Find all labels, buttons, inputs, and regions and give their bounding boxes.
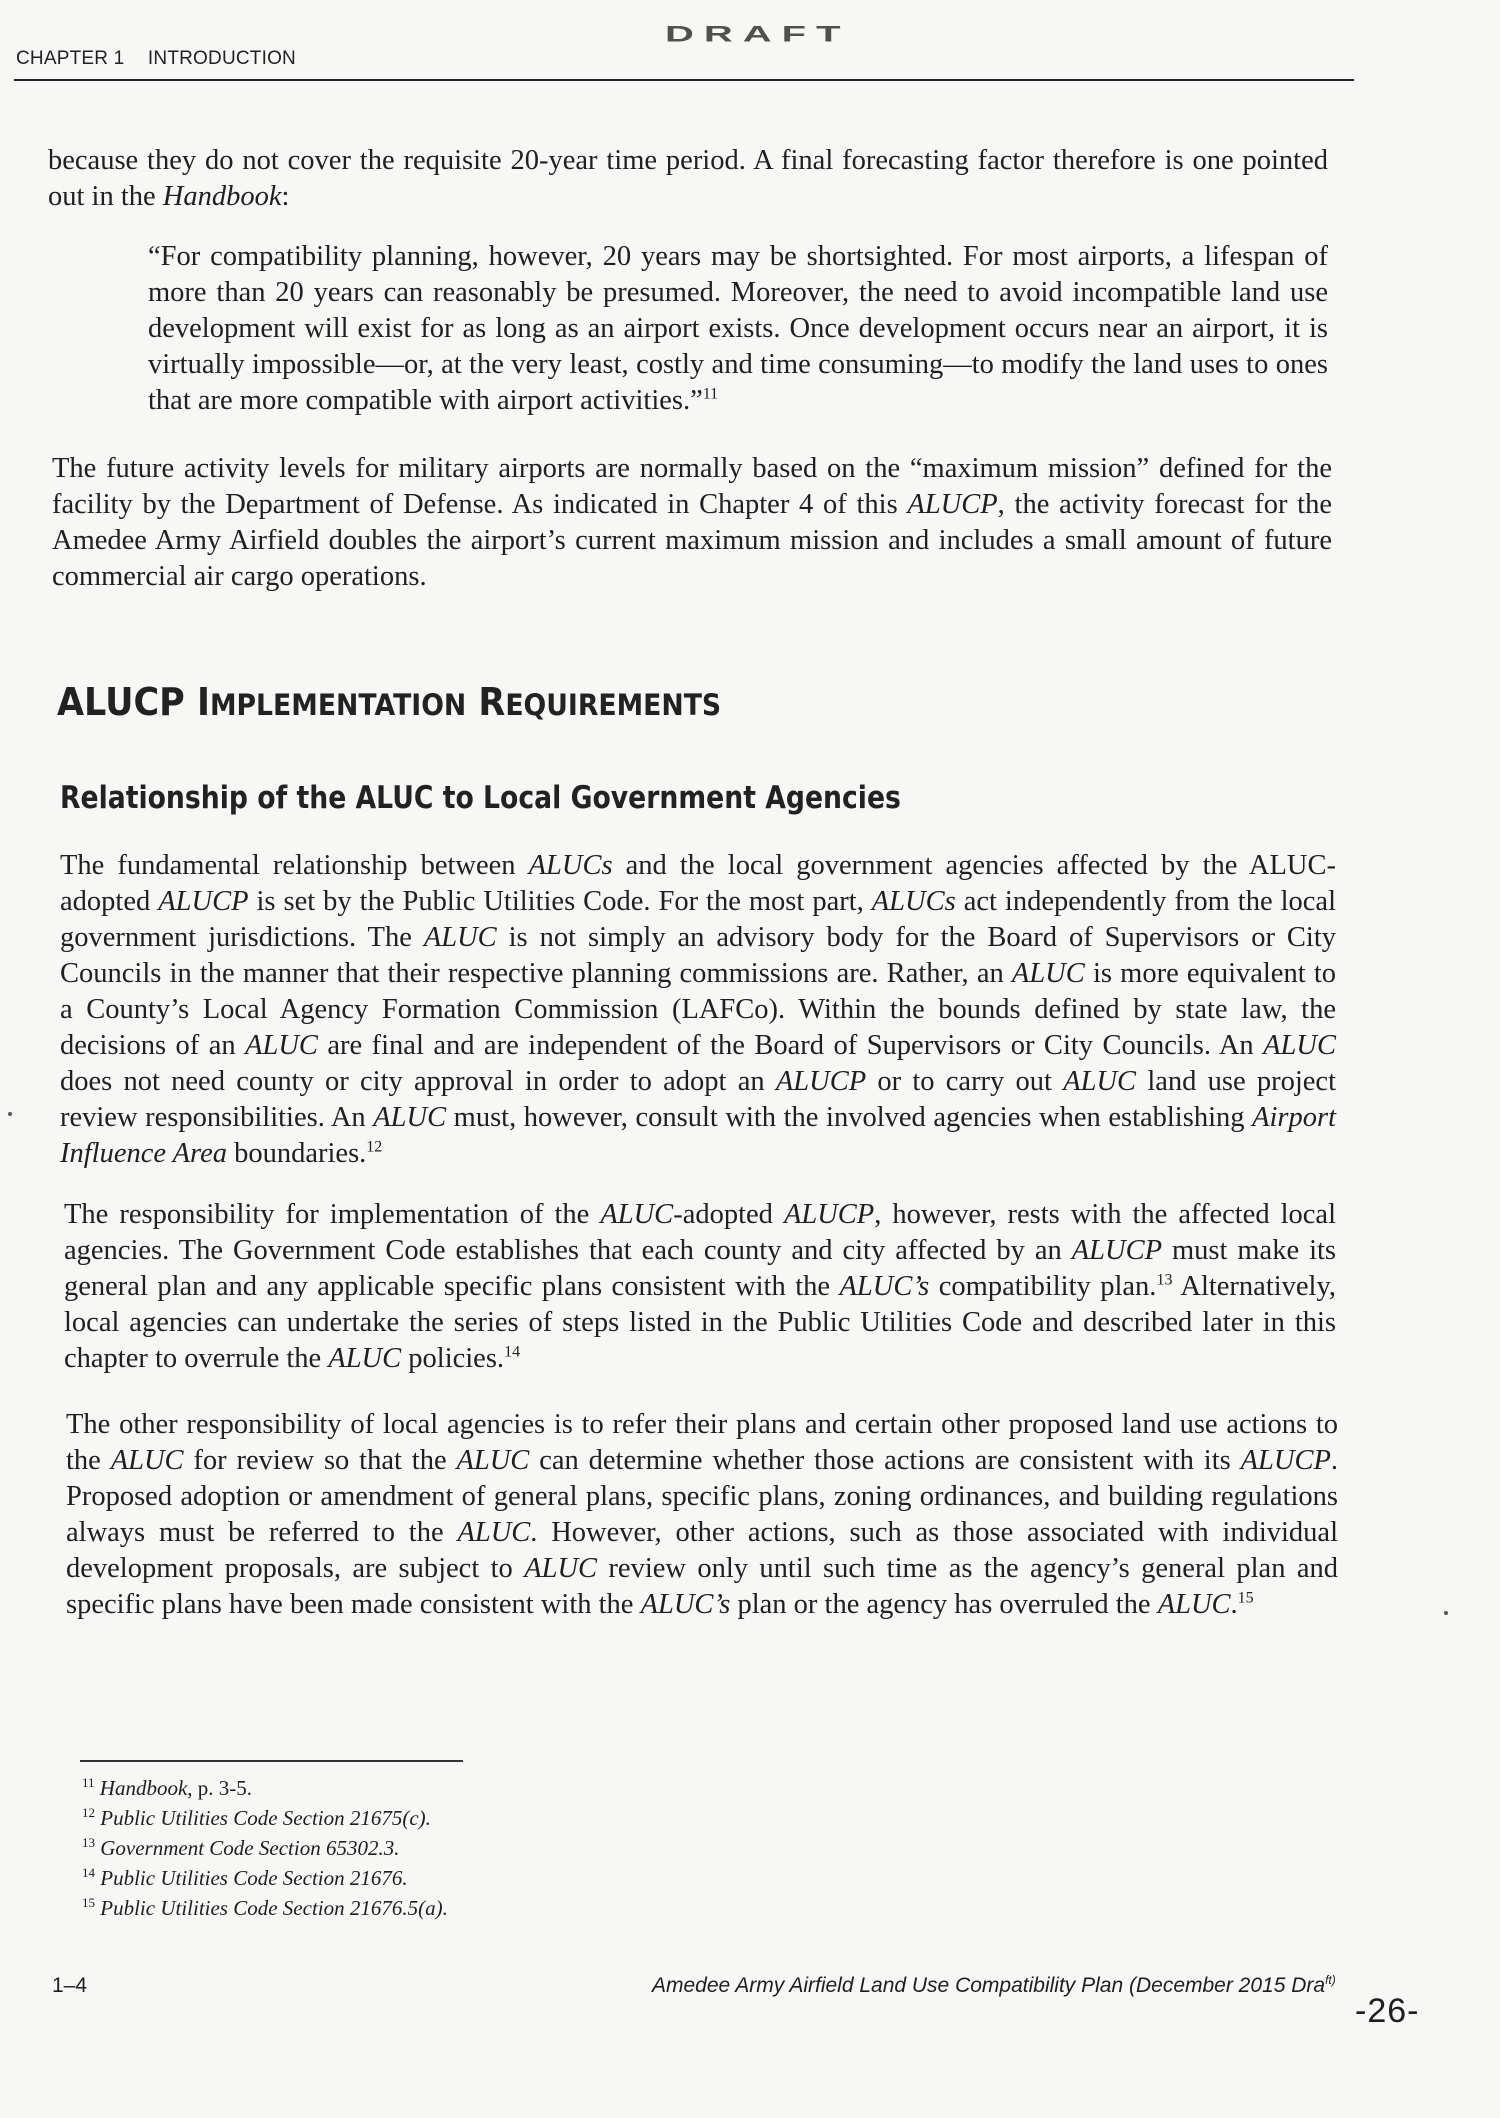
footnote-item: $^{14}$ Public Utilities Code Section 21676.: [82, 1865, 408, 1890]
footnotes: [82, 1773, 448, 1923]
chapter-label: CHAPTER 1: [16, 48, 125, 69]
intro-paragraph: because they do not cover the requisite 20-year time period. A final forecasting factor therefore is one pointed out in the Handbook:: [48, 145, 1328, 212]
handbook-quote: “For compatibility planning, however, 20 years may be shortsighted. For most airports, a lifespan of more than 20 years can reasonably be presumed. Moreover, the need to avoid incompatible land use development will exist for as long as an airport exists. Once development occurs near an airport, it is virtually impossible—or, at the very least, costly and time consuming—to modify the land uses to ones that are more compatible with airport activities.”$^{11}$: [148, 241, 1328, 416]
footnote-ref: 12: [366, 1138, 383, 1156]
header-divider: [14, 79, 1354, 81]
implementation-paragraph: The responsibility for implementation of the ALUC-adopted ALUCP, however, rests with the affected local agencies. The Government Code establishes that each county and city affected by an ALUCP must make its general plan and any applicable specific plans consistent with the ALUC’s compatibility plan.$^{13}$ Alternatively, local agencies can undertake the series of steps listed in the Public Utilities Code and described later in this chapter to overrule the ALUC policies.$^{14}$: [64, 1199, 1336, 1374]
page-number: 1–4: [52, 1974, 88, 1997]
scan-speck: [8, 1112, 12, 1116]
referral-paragraph: The other responsibility of local agencies is to refer their plans and certain other proposed land use actions to the ALUC for review so that the ALUC can determine whether those actions are consistent with its ALUCP. Proposed adoption or amendment of general plans, specific plans, zoning ordinances, and building regulations always must be referred to the ALUC. However, other actions, such as those associated with individual development proposals, are subject to ALUC review only until such time as the agency’s general plan and specific plans have been made consistent with the ALUC’s plan or the agency has overruled the ALUC.$^{15}$: [66, 1409, 1338, 1620]
subsection-heading: Relationship of the ALUC to Local Government Agencies: [60, 780, 901, 816]
chapter-header: [16, 48, 296, 70]
footnote-ref: 13: [1156, 1271, 1173, 1289]
chapter-title: INTRODUCTION: [147, 48, 296, 69]
footnote-ref: 14: [504, 1343, 521, 1361]
section-heading: ALUCP IMPLEMENTATION REQUIREMENTS: [57, 680, 722, 724]
scan-speck: [1444, 1611, 1448, 1615]
footnote-ref: 11: [702, 385, 719, 403]
footnote-item: $^{13}$ Government Code Section 65302.3.: [82, 1835, 400, 1860]
footer-title: Amedee Army Airfield Land Use Compatibility Plan (December 2015 Dra$^{ft)}$: [652, 1973, 1336, 1997]
footnote-divider: [80, 1760, 463, 1762]
footnote-item: $^{11}$ Handbook, p. 3-5.: [82, 1775, 253, 1800]
draft-watermark: DRAFT: [665, 22, 851, 47]
footnote-item: $^{15}$ Public Utilities Code Section 21676.5(a).: [82, 1895, 448, 1920]
activity-paragraph: The future activity levels for military airports are normally based on the “maximum mission” defined for the facility by the Department of Defense. As indicated in Chapter 4 of this ALUCP, the activity forecast for the Amedee Army Airfield doubles the airport’s current maximum mission and includes a small amount of future commercial air cargo operations.: [52, 453, 1332, 592]
handwritten-page-stamp: -26-: [1355, 1992, 1420, 2030]
footnote-ref: 15: [1237, 1589, 1254, 1607]
relationship-paragraph: The fundamental relationship between ALUCs and the local government agencies affected by the ALUC-adopted ALUCP is set by the Public Utilities Code. For the most part, ALUCs act independently from the local government jurisdictions. The ALUC is not simply an advisory body for the Board of Supervisors or City Councils in the manner that their respective planning commissions are. Rather, an ALUC is more equivalent to a County’s Local Agency Formation Commission (LAFCo). Within the bounds defined by state law, the decisions of an ALUC are final and are independent of the Board of Supervisors or City Councils. An ALUC does not need county or city approval in order to adopt an ALUCP or to carry out ALUC land use project review responsibilities. An ALUC must, however, consult with the involved agencies when establishing Airport Influence Area boundaries.$^{12}$: [60, 850, 1337, 1169]
footnote-item: $^{12}$ Public Utilities Code Section 21675(c).: [82, 1805, 431, 1830]
